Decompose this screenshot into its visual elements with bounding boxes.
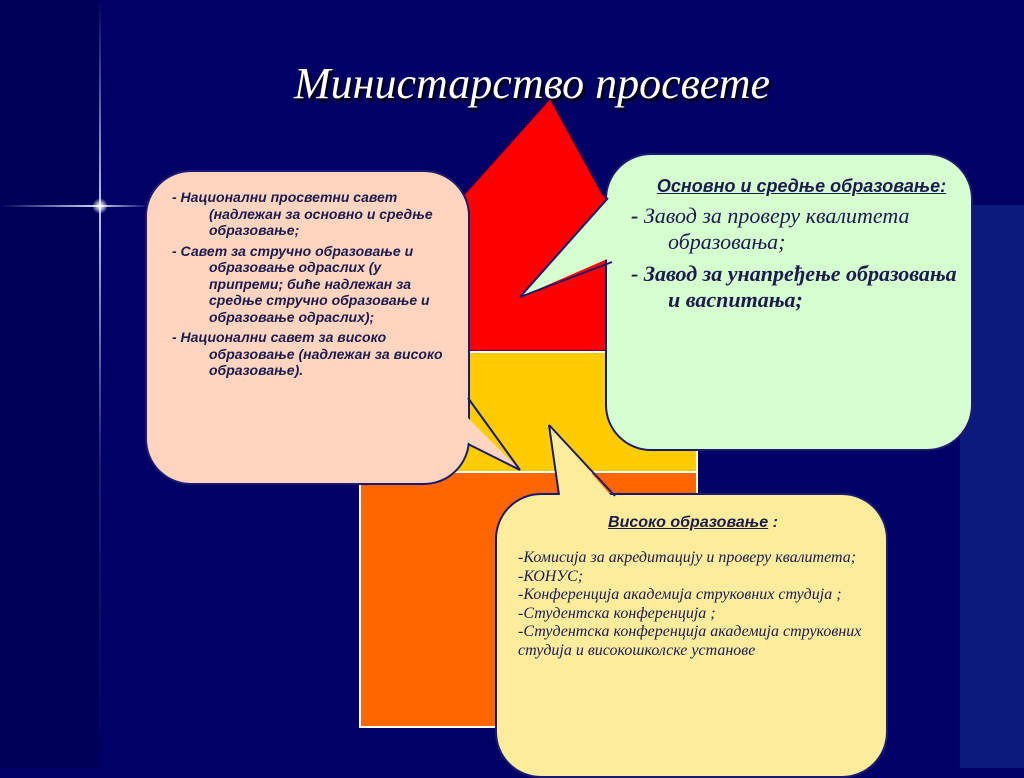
bottom-callout-line: -Студентска конференција ; — [518, 604, 716, 622]
left-callout-tail — [455, 405, 520, 470]
right-callout-item-text: Завод за проверу квалитета образовања; — [643, 203, 910, 254]
bottom-callout-line: -Комисија за акредитацију и проверу квалитета; — [518, 549, 857, 566]
bottom-callout-heading-suffix: : — [772, 514, 778, 531]
left-callout-item: - Национални просветни савет (надлежан за основно и средње образовање; — [172, 189, 433, 238]
left-callout-item: - Савет за стручно образовање и образовање одраслих (у припреми; биће надлежан за средње стручно образовање и образовање одраслих); — [172, 242, 430, 325]
right-callout-item — [620, 203, 965, 255]
slide-title: Министарство просвете — [293, 59, 771, 108]
left-callout-item: - Национални савет за високо образовање (надлежан за високо образовање). — [172, 329, 443, 378]
bottom-callout-line: -Конференција академија струковних студија ; — [518, 586, 842, 603]
right-callout-item — [620, 261, 965, 313]
right-callout-heading: Основно и средње образовање: — [656, 176, 947, 196]
bullet-dash: - — [631, 203, 639, 228]
bottom-callout-heading-label: Високо образовање — [608, 514, 769, 531]
bullet-dash: - — [631, 261, 639, 286]
left-callout-text — [172, 189, 457, 383]
bottom-callout-text — [518, 513, 868, 660]
bottom-callout-line: -Студентска конференција академија струковних студија и високошколске установе — [518, 623, 862, 659]
right-callout-tail — [520, 195, 628, 297]
bottom-callout-heading — [518, 513, 868, 533]
right-callout-item-text: Завод за унапређење образовања и васпитања; — [643, 261, 957, 312]
right-callout-text — [620, 175, 965, 313]
bottom-callout-line: -КОНУС; — [518, 567, 584, 585]
